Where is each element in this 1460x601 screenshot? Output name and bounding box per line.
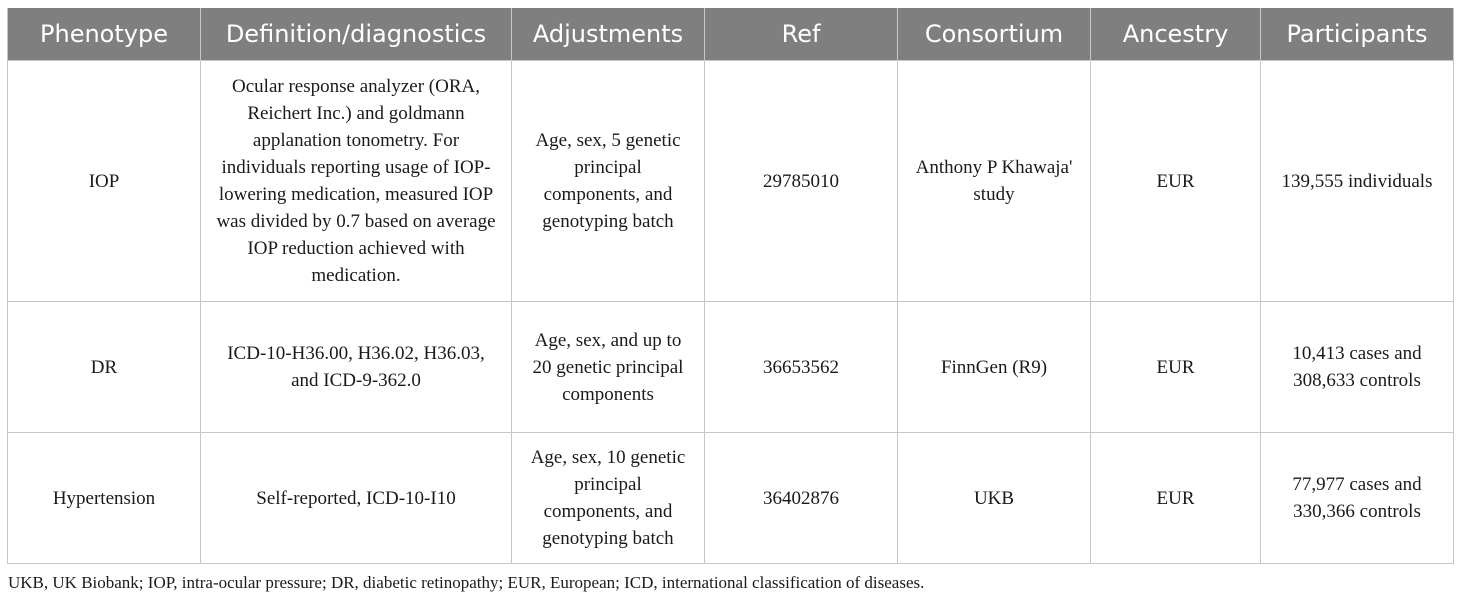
cell-adjustments: Age, sex, and up to 20 genetic principal components <box>512 302 705 433</box>
cell-consortium: FinnGen (R9) <box>898 302 1091 433</box>
cell-participants: 77,977 cases and 330,366 controls <box>1261 433 1454 564</box>
cell-consortium: UKB <box>898 433 1091 564</box>
header-adjustments: Adjustments <box>512 8 705 61</box>
cell-adjustments: Age, sex, 10 genetic principal components, and genotyping batch <box>512 433 705 564</box>
cell-ancestry: EUR <box>1091 433 1261 564</box>
cell-ref: 36402876 <box>705 433 898 564</box>
table-row <box>8 61 1454 302</box>
header-ancestry: Ancestry <box>1091 8 1261 61</box>
cell-definition: ICD-10-H36.00, H36.02, H36.03, and ICD-9-362.0 <box>201 302 512 433</box>
phenotype-table <box>7 8 1454 564</box>
table-row <box>8 302 1454 433</box>
table-footnote: UKB, UK Biobank; IOP, intra-ocular pressure; DR, diabetic retinopathy; EUR, European; ICD, international classification of diseases. <box>8 573 925 592</box>
cell-ref: 36653562 <box>705 302 898 433</box>
cell-phenotype: DR <box>8 302 201 433</box>
header-consortium: Consortium <box>898 8 1091 61</box>
cell-adjustments: Age, sex, 5 genetic principal components, and genotyping batch <box>512 61 705 302</box>
cell-ancestry: EUR <box>1091 61 1261 302</box>
cell-participants: 10,413 cases and 308,633 controls <box>1261 302 1454 433</box>
cell-phenotype: IOP <box>8 61 201 302</box>
cell-definition: Ocular response analyzer (ORA, Reichert Inc.) and goldmann applanation tonometry. For individuals reporting usage of IOP-lowering medication, measured IOP was divided by 0.7 based on average IOP reduction achieved with medication. <box>201 61 512 302</box>
header-ref: Ref <box>705 8 898 61</box>
header-definition: Definition/diagnostics <box>201 8 512 61</box>
cell-definition: Self-reported, ICD-10-I10 <box>201 433 512 564</box>
header-phenotype: Phenotype <box>8 8 201 61</box>
header-row <box>8 8 1454 61</box>
header-participants: Participants <box>1261 8 1454 61</box>
cell-phenotype: Hypertension <box>8 433 201 564</box>
cell-participants: 139,555 individuals <box>1261 61 1454 302</box>
table-row <box>8 433 1454 564</box>
cell-consortium: Anthony P Khawaja' study <box>898 61 1091 302</box>
cell-ref: 29785010 <box>705 61 898 302</box>
cell-ancestry: EUR <box>1091 302 1261 433</box>
